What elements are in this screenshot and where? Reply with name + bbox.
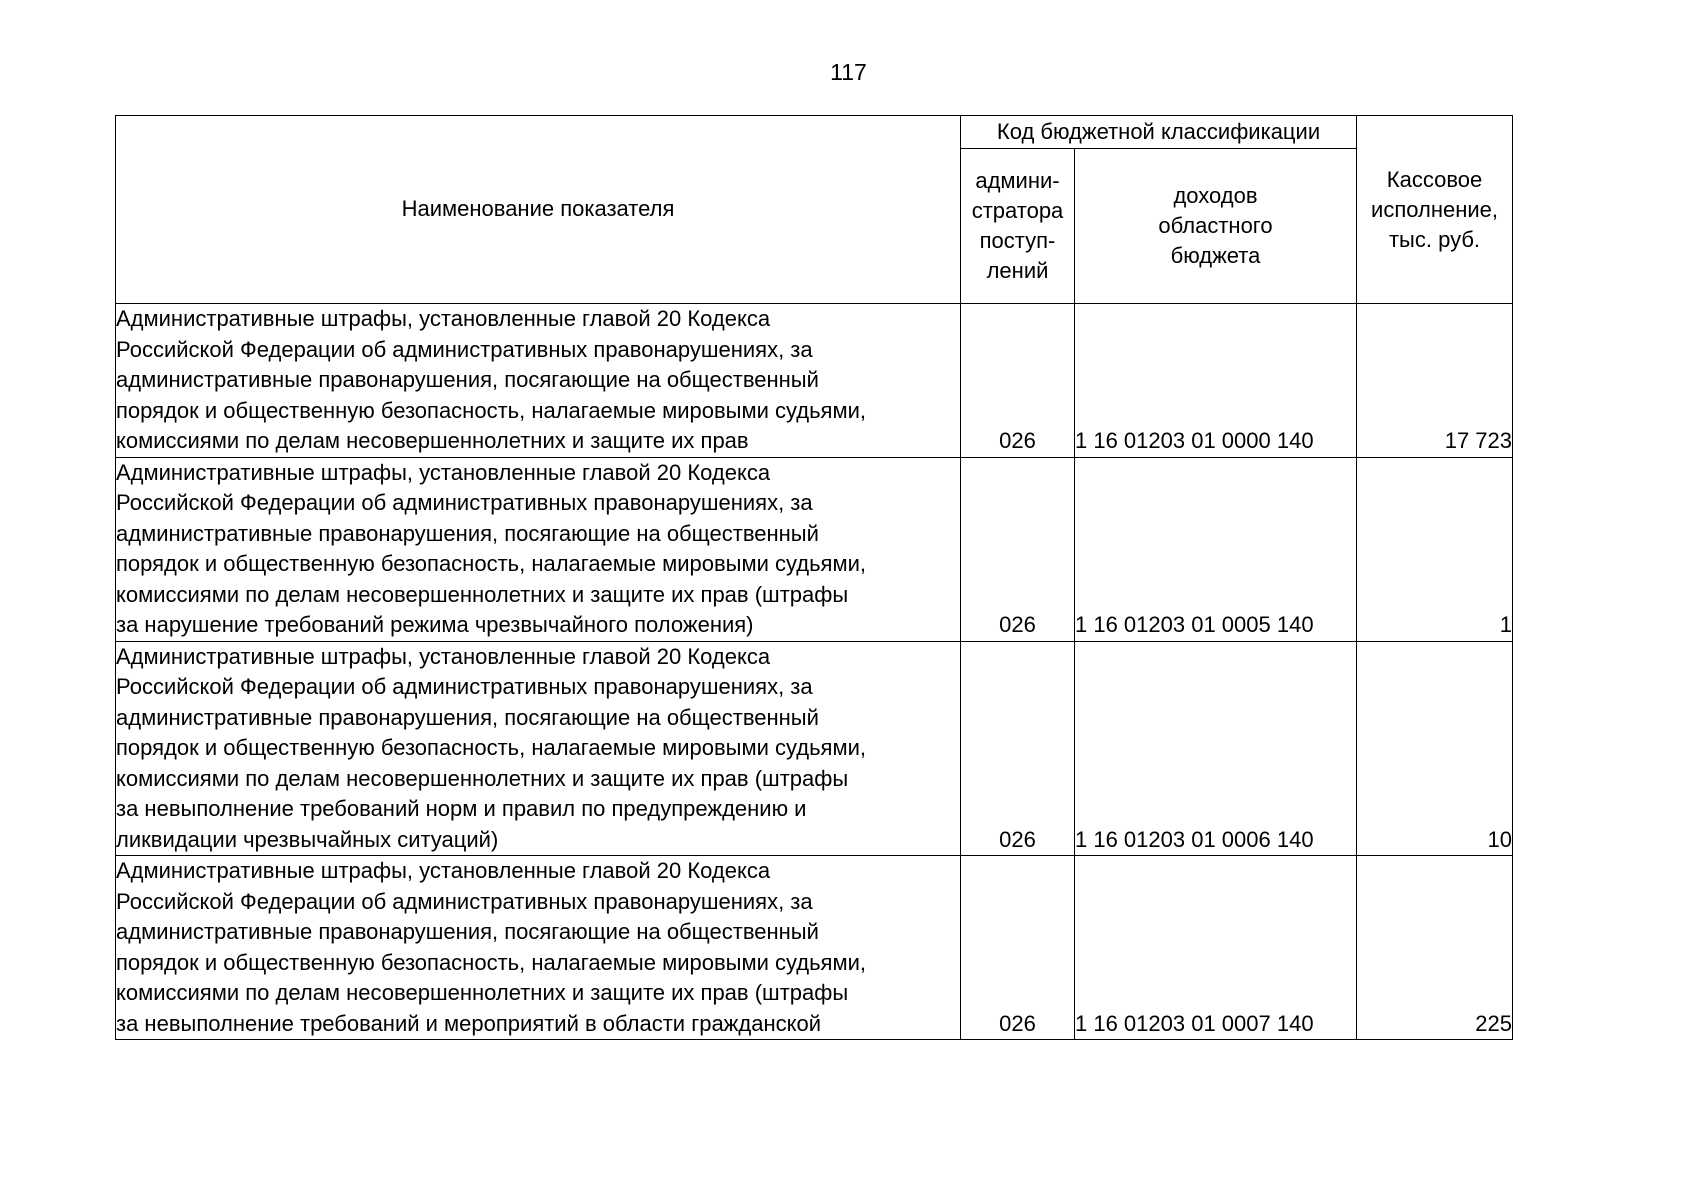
row-admin-code-cell: 026 [961,641,1075,856]
row-income-code-cell: 1 16 01203 01 0000 140 [1075,304,1357,458]
row-admin-code-cell: 026 [961,457,1075,641]
table-row [116,856,1513,1040]
table-row [116,457,1513,641]
row-amount-cell: 225 [1357,856,1513,1040]
header-cash-execution: Кассовое исполнение, тыс. руб. [1357,116,1513,304]
row-amount-cell: 1 [1357,457,1513,641]
page-number: 117 [830,59,867,85]
row-admin-code-cell: 026 [961,856,1075,1040]
table-header [116,116,1513,304]
header-code-group: Код бюджетной классификации [961,116,1357,149]
header-admin-code: админи- стратора поступ- лений [961,149,1075,304]
row-name-cell: Административные штрафы, установленные главой 20 Кодекса Российской Федерации об административных правонарушениях, за административные правонарушения, посягающие на общественный порядок и общественную безопасность, налагаемые мировыми судьями, комиссиями по делам несовершеннолетних и защите их прав [116,304,961,458]
header-name: Наименование показателя [116,116,961,304]
row-amount-cell: 10 [1357,641,1513,856]
row-name-cell: Административные штрафы, установленные главой 20 Кодекса Российской Федерации об административных правонарушениях, за административные правонарушения, посягающие на общественный порядок и общественную безопасность, налагаемые мировыми судьями, комиссиями по делам несовершеннолетних и защите их прав (штрафы за невыполнение требований и мероприятий в области гражданской [116,856,961,1040]
table-body [116,304,1513,1040]
row-name-cell: Административные штрафы, установленные главой 20 Кодекса Российской Федерации об административных правонарушениях, за административные правонарушения, посягающие на общественный порядок и общественную безопасность, налагаемые мировыми судьями, комиссиями по делам несовершеннолетних и защите их прав (штрафы за нарушение требований режима чрезвычайного положения) [116,457,961,641]
budget-table [115,115,1513,1040]
row-income-code-cell: 1 16 01203 01 0006 140 [1075,641,1357,856]
row-income-code-cell: 1 16 01203 01 0007 140 [1075,856,1357,1040]
table-row [116,304,1513,458]
table-row [116,641,1513,856]
row-admin-code-cell: 026 [961,304,1075,458]
header-income-code: доходов областного бюджета [1075,149,1357,304]
row-amount-cell: 17 723 [1357,304,1513,458]
row-income-code-cell: 1 16 01203 01 0005 140 [1075,457,1357,641]
row-name-cell: Административные штрафы, установленные главой 20 Кодекса Российской Федерации об административных правонарушениях, за административные правонарушения, посягающие на общественный порядок и общественную безопасность, налагаемые мировыми судьями, комиссиями по делам несовершеннолетних и защите их прав (штрафы за невыполнение требований норм и правил по предупреждению и ликвидации чрезвычайных ситуаций) [116,641,961,856]
